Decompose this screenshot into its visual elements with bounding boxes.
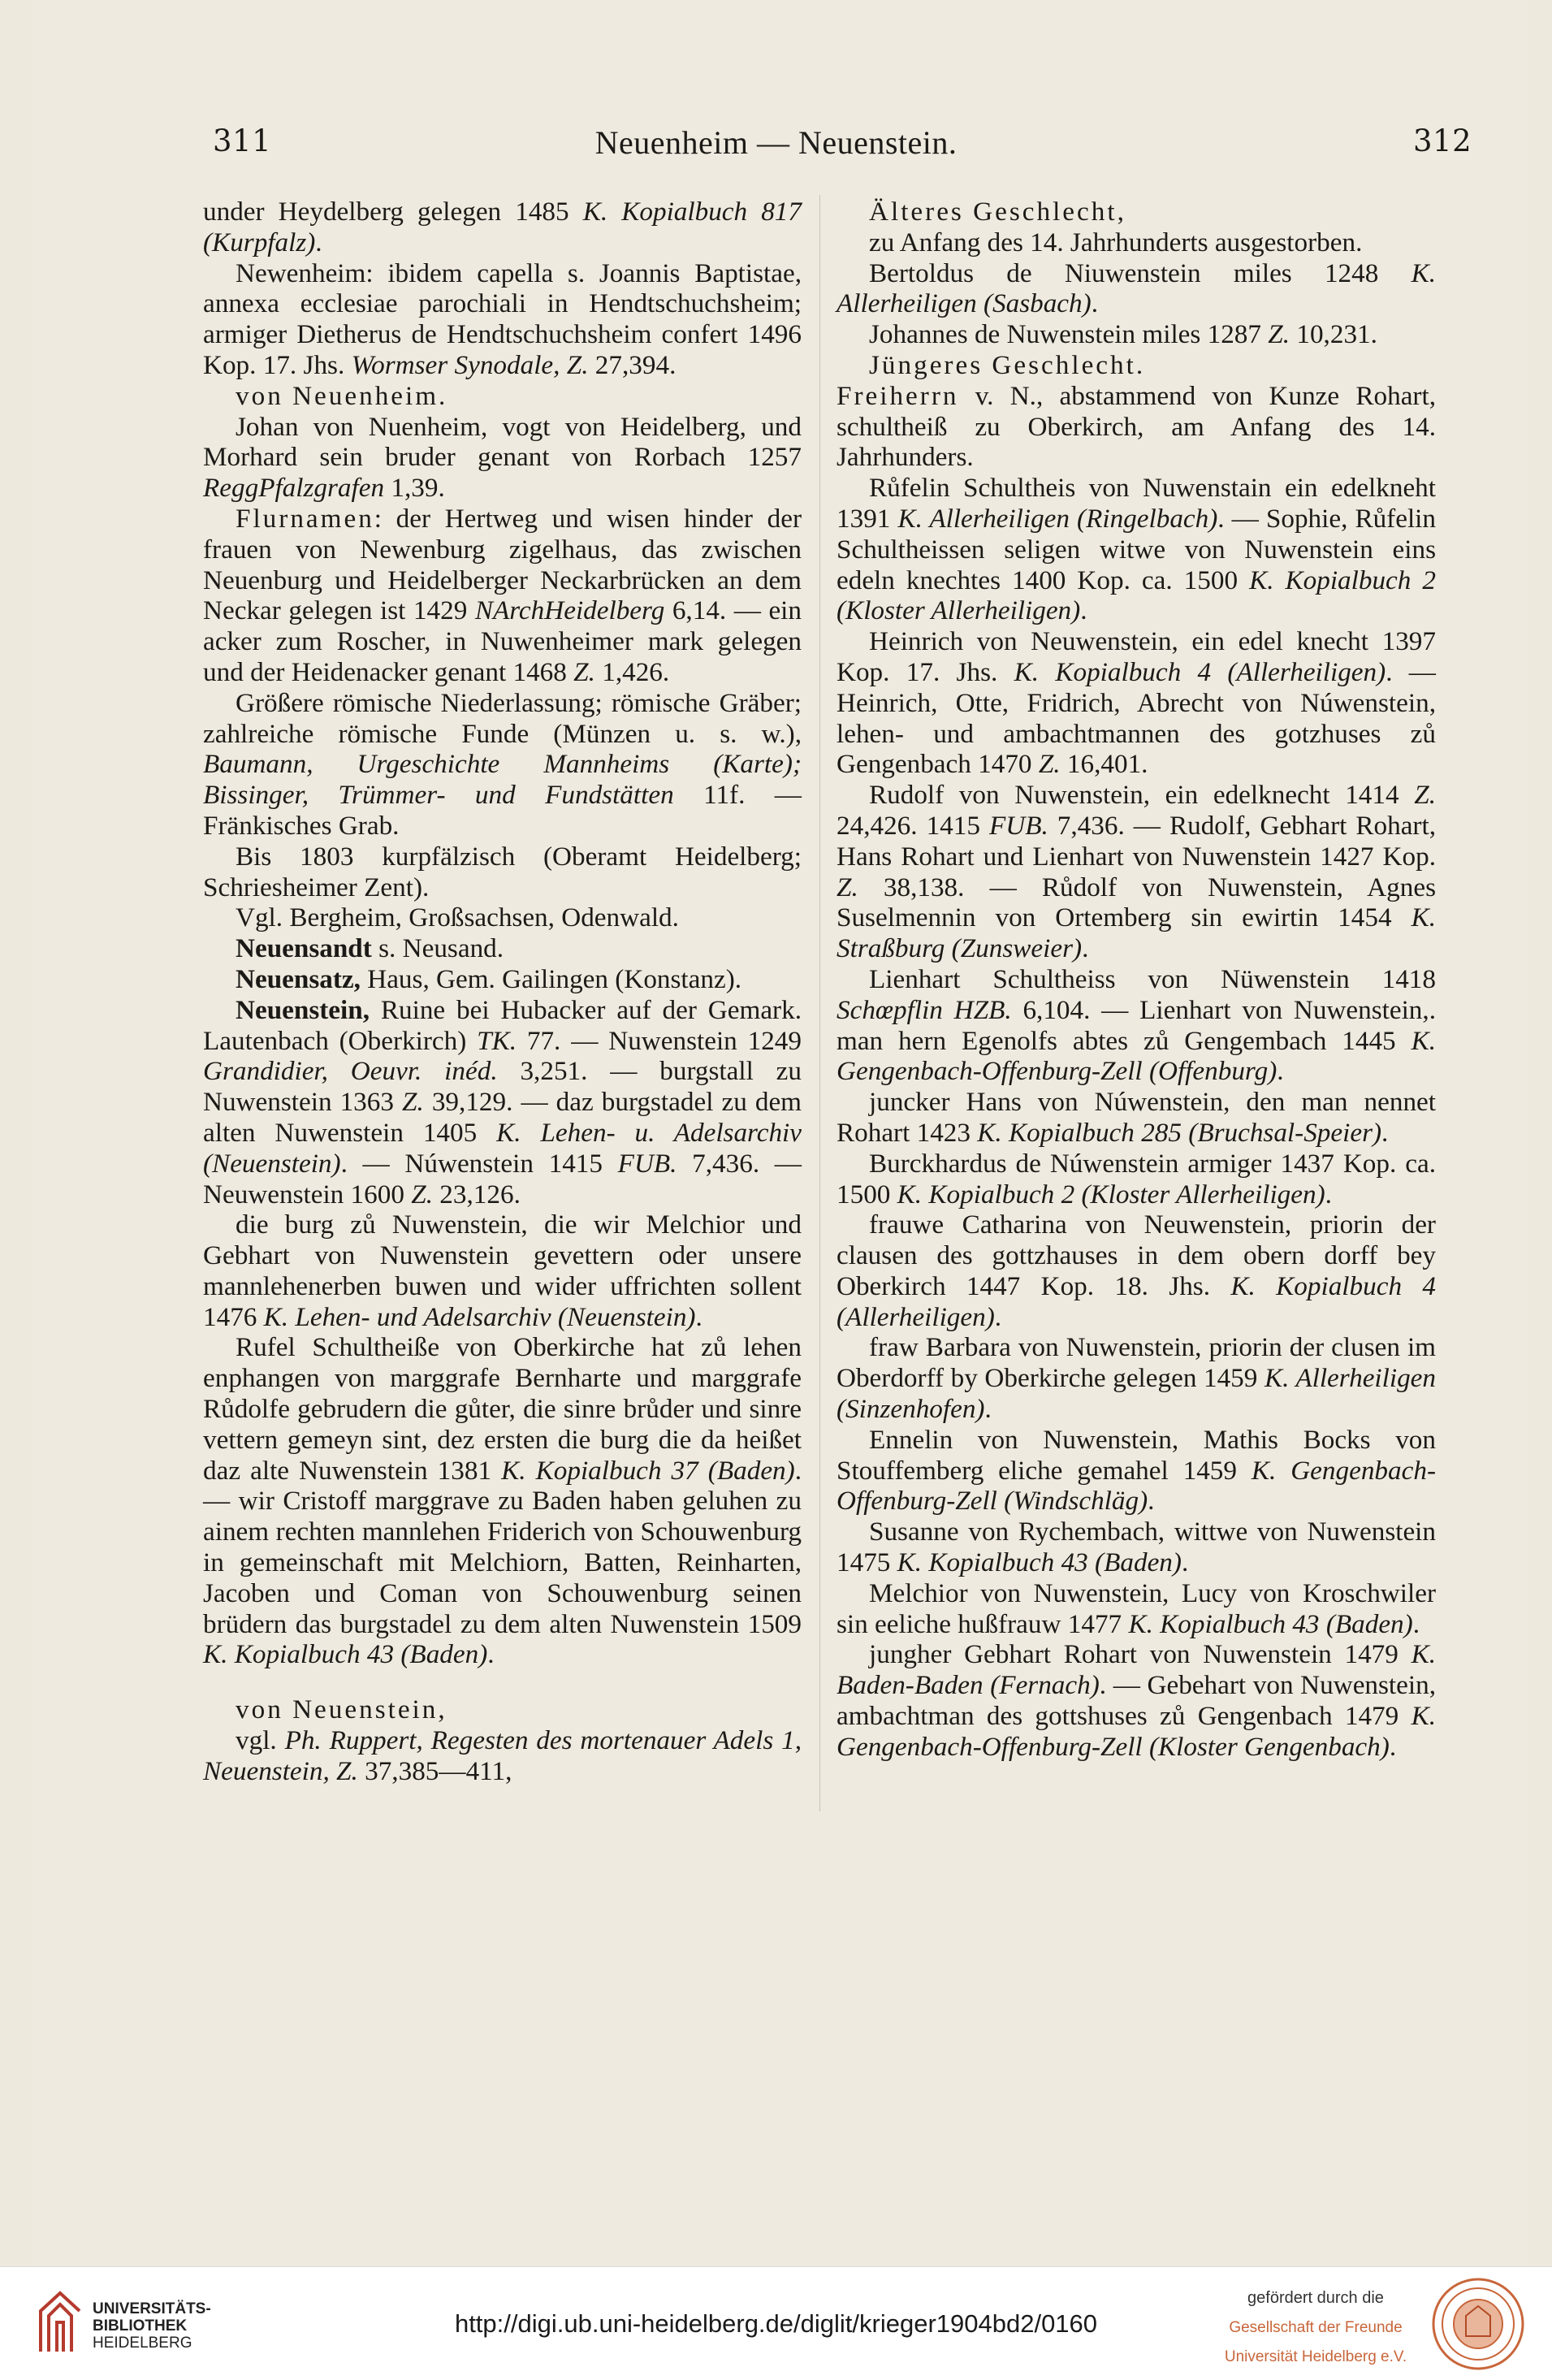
- left-column-paragraph: von Neuenstein,: [236, 1694, 447, 1725]
- left-column-paragraph: die burg zů Nuwenstein, die wir Melchior und Gebhart von Nuwenstein gevettern oder unsere mannlehenerben buwen und wider uffrichten sollent 1476 K. Lehen- und Adelsarchiv (Neuenstein).: [203, 1209, 802, 1332]
- right-column-paragraph: jungher Gebhart Rohart von Nuwenstein 1479 K. Baden-Baden (Fernach). — Gebehart von Nuwenstein, ambachtman des gottshuses zů Gengenbach 1479 K. Gengenbach-Offenburg-Zell (Kloster Gengenbach).: [837, 1639, 1436, 1762]
- library-line-1: UNIVERSITÄTS-: [93, 2300, 211, 2317]
- page-number-left: 311: [213, 123, 272, 158]
- left-column-paragraph: Johan von Nuenheim, vogt von Heidelberg, und Morhard sein bruder genant von Rorbach 1257 ReggPfalzgrafen 1,39.: [203, 411, 802, 504]
- right-column-paragraph: juncker Hans von Núwenstein, den man nennet Rohart 1423 K. Kopialbuch 285 (Bruchsal-Speier).: [837, 1087, 1436, 1148]
- left-column-paragraph: Bis 1803 kurpfälzisch (Oberamt Heidelberg; Schriesheimer Zent).: [203, 841, 802, 902]
- left-column-paragraph: vgl. Ph. Ruppert, Regesten des mortenauer Adels 1, Neuenstein, Z. 37,385—411,: [203, 1725, 802, 1786]
- sponsor-line-2: Universität Heidelberg e.V.: [1224, 2348, 1407, 2365]
- left-column-paragraph: Neuensandt s. Neusand.: [236, 933, 504, 964]
- left-column: [203, 197, 802, 1787]
- source-url-link[interactable]: http://digi.ub.uni-heidelberg.de/diglit/krieger1904bd2/0160: [454, 2309, 1098, 2338]
- right-column-paragraph: Jüngeres Geschlecht.: [869, 349, 1146, 380]
- library-line-2: BIBLIOTHEK: [93, 2317, 188, 2335]
- right-column-paragraph: fraw Barbara von Nuwenstein, priorin der clusen im Oberdorff by Oberkirche gelegen 1459 K. Allerheiligen (Sinzenhofen).: [837, 1332, 1436, 1425]
- right-column-paragraph: Bertoldus de Niuwenstein miles 1248 K. Allerheiligen (Sasbach).: [837, 257, 1436, 319]
- page-number-right: 312: [1413, 123, 1472, 158]
- left-column-paragraph: Größere römische Niederlassung; römische Gräber; zahlreiche römische Funde (Münzen u. s. w.), Baumann, Urgeschichte Mannheims (Karte); Bissinger, Trümmer- und Fundstätten 11f. — Fränkisches Grab.: [203, 687, 802, 841]
- sponsor-block: [1210, 2289, 1421, 2366]
- running-head: Neuenheim — Neuenstein.: [594, 124, 958, 161]
- left-column-paragraph: von Neuenheim.: [236, 380, 448, 411]
- left-column-paragraph: Newenheim: ibidem capella s. Joannis Baptistae, annexa ecclesiae parochiali in Hendtschuchsheim; armiger Dietherus de Hendtschuchsheim confert 1496 Kop. 17. Jhs. Wormser Synodale, Z. 27,394.: [203, 257, 802, 380]
- left-column-paragraph: Flurnamen: der Hertweg und wisen hinder der frauen von Newenburg zigelhaus, das zwischen Neuenburg und Heidelberger Neckarbrücken an dem Neckar gelegen ist 1429 NArchHeidelberg 6,14. — ein acker zum Roscher, in Nuwenheimer mark gelegen und der Heidenacker genant 1468 Z. 1,426.: [203, 503, 802, 687]
- left-column-paragraph: Neuenstein, Ruine bei Hubacker auf der Gemark. Lautenbach (Oberkirch) TK. 77. — Nuwenstein 1249 Grandidier, Oeuvr. inéd. 3,251. — burgstall zu Nuwenstein 1363 Z. 39,129. — daz burgstadel zu dem alten Nuwenstein 1405 K. Lehen- u. Adelsarchiv (Neuenstein). — Núwenstein 1415 FUB. 7,436. — Neuwenstein 1600 Z. 23,126.: [203, 994, 802, 1209]
- left-column-paragraph: under Heydelberg gelegen 1485 K. Kopialbuch 817 (Kurpfalz).: [203, 197, 802, 257]
- sponsor-line-1: Gesellschaft der Freunde: [1229, 2319, 1403, 2336]
- right-column-paragraph: Susanne von Rychembach, wittwe von Nuwenstein 1475 K. Kopialbuch 43 (Baden).: [837, 1517, 1436, 1578]
- right-column: [837, 197, 1436, 1763]
- right-column-paragraph: Ennelin von Nuwenstein, Mathis Bocks von Stouffemberg eliche gemahel 1459 K. Gengenbach-Offenburg-Zell (Windschläg).: [837, 1424, 1436, 1517]
- right-column-paragraph: Älteres Geschlecht,: [869, 197, 1126, 227]
- right-column-paragraph: zu Anfang des 14. Jahrhunderts ausgestorben.: [869, 227, 1363, 257]
- university-seal-icon: [1429, 2275, 1527, 2373]
- left-column-paragraph: Rufel Schultheiße von Oberkirche hat zů lehen enphangen von marggrafe Bernharte und marggrafe Růdolfe gebrudern die gůter, die sinre brůder und sinre vettern gemeyn sint, dez ersten die burg die da heißet daz alte Nuwenstein 1381 K. Kopialbuch 37 (Baden). — wir Cristoff marggrave zu Baden haben geluhen zu ainem rechten mannlehen Friderich von Schouwenburg in gemeinschaft mit Melchiorn, Batten, Reinharten, Jacoben und Coman von Schouwenburg seinen brüdern das burgstadel zu dem alten Nuwenstein 1509 K. Kopialbuch 43 (Baden).: [203, 1332, 802, 1670]
- right-column-paragraph: Rudolf von Nuwenstein, ein edelknecht 1414 Z. 24,426. 1415 FUB. 7,436. — Rudolf, Gebhart Rohart, Hans Rohart und Lienhart von Nuwenstein 1427 Kop. Z. 38,138. — Růdolf von Nuwenstein, Agnes Suselmennin von Ortemberg sin ewirtin 1454 K. Straßburg (Zunsweier).: [837, 780, 1437, 964]
- right-column-paragraph: Freiherrn v. N., abstammend von Kunze Rohart, schultheiß zu Oberkirch, am Anfang des 14. Jahrhunders.: [837, 380, 1436, 473]
- left-column-paragraph: Neuensatz, Haus, Gem. Gailingen (Konstanz).: [236, 963, 742, 994]
- right-column-paragraph: Burckhardus de Núwenstein armiger 1437 Kop. ca. 1500 K. Kopialbuch 2 (Kloster Allerheiligen).: [837, 1148, 1436, 1209]
- right-column-paragraph: Růfelin Schultheis von Nuwenstain ein edelkneht 1391 K. Allerheiligen (Ringelbach). — Sophie, Růfelin Schultheissen seligen witwe von Nuwenstein eins edeln knechtes 1400 Kop. ca. 1500 K. Kopialbuch 2 (Kloster Allerheiligen).: [837, 473, 1436, 626]
- library-line-3: HEIDELBERG: [93, 2335, 192, 2352]
- right-column-paragraph: Heinrich von Neuwenstein, ein edel knecht 1397 Kop. 17. Jhs. K. Kopialbuch 4 (Allerheiligen). — Heinrich, Otte, Fridrich, Abrecht von Núwenstein, lehen- und ambachtmannen des gotzhuses zů Gengenbach 1470 Z. 16,401.: [837, 626, 1436, 780]
- column-divider: [819, 195, 820, 1811]
- right-column-paragraph: Melchior von Nuwenstein, Lucy von Kroschwiler sin eeliche hußfrauw 1477 K. Kopialbuch 43 (Baden).: [837, 1577, 1436, 1639]
- left-column-paragraph: [203, 1670, 802, 1694]
- sponsor-intro: gefördert durch die: [1247, 2289, 1384, 2307]
- right-column-paragraph: Johannes de Nuwenstein miles 1287 Z. 10,231.: [869, 319, 1377, 350]
- right-column-paragraph: frauwe Catharina von Neuwenstein, priorin der clausen des gottzhauses in dem obern dorff bey Oberkirch 1447 Kop. 18. Jhs. K. Kopialbuch 4 (Allerheiligen).: [837, 1209, 1436, 1332]
- right-column-paragraph: Lienhart Schultheiss von Nüwenstein 1418 Schœpflin HZB. 6,104. — Lienhart von Nuwenstein,. man hern Egenolfs abtes zů Gengembach 1445 K. Gengenbach-Offenburg-Zell (Offenburg).: [837, 963, 1436, 1087]
- left-column-paragraph: Vgl. Bergheim, Großsachsen, Odenwald.: [236, 902, 679, 933]
